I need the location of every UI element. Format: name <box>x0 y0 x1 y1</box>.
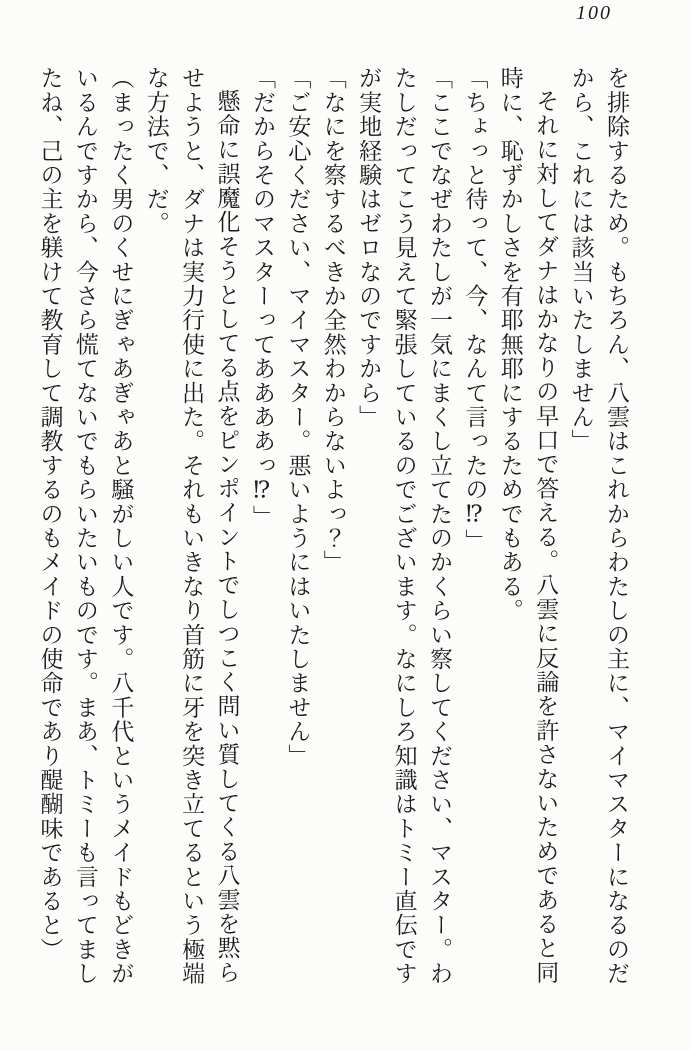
text-column: から、これには該当いたしません」 <box>568 66 594 454</box>
text-column: を排除するため。もちろん、八雲はこれからわたしの主に、マイマスターになるのだ <box>604 66 629 986</box>
text-column: たしだってこう見えて緊張しているのでございます。なにしろ知識はトミー直伝です <box>391 66 417 986</box>
text-column: いるんですから、今さら慌てないでもらいたいものです。まあ、トミーも言ってまし <box>72 66 98 986</box>
text-column: 「だからそのマスターってああああっ⁉」 <box>249 66 275 529</box>
text-column: 「ご安心ください、マイマスター。悪いようにはいたしません」 <box>285 66 311 768</box>
text-column: が実地経験はゼロなのですから」 <box>356 66 382 429</box>
text-column: 時に、恥ずかしさを有耶無耶にするためでもある。 <box>497 66 523 623</box>
text-column: 「なにを察するべきか全然わからないよっ？」 <box>320 66 346 575</box>
text-column: それに対してダナはかなりの早口で答える。八雲に反論を許さないためであると同 <box>533 89 559 985</box>
text-column: （まったく男のくせにぎゃあぎゃあと騒がしい人です。八千代というメイドもどきが <box>108 66 134 986</box>
text-column: な方法で、だ。 <box>143 66 169 236</box>
text-column: 「ちょっと待って、今、なんて言ったの⁉」 <box>462 66 488 553</box>
text-column: せようと、ダナは実力行使に出た。それもいきなり首筋に牙を突き立てるという極端 <box>179 66 205 986</box>
text-column: 「ここでなぜわたしが一気にまくし立てたのかくらい察してください、マスター。わ <box>426 66 452 986</box>
page-number: 100 <box>576 2 612 24</box>
text-block <box>32 66 634 996</box>
text-column: たね、己の主を躾けて教育して調教するのもメイドの使命であり醍醐味であると） <box>37 66 63 962</box>
text-column: 懸命に誤魔化そうとしてる点をピンポイントでしつこく問い質してくる八雲を黙ら <box>214 89 240 985</box>
